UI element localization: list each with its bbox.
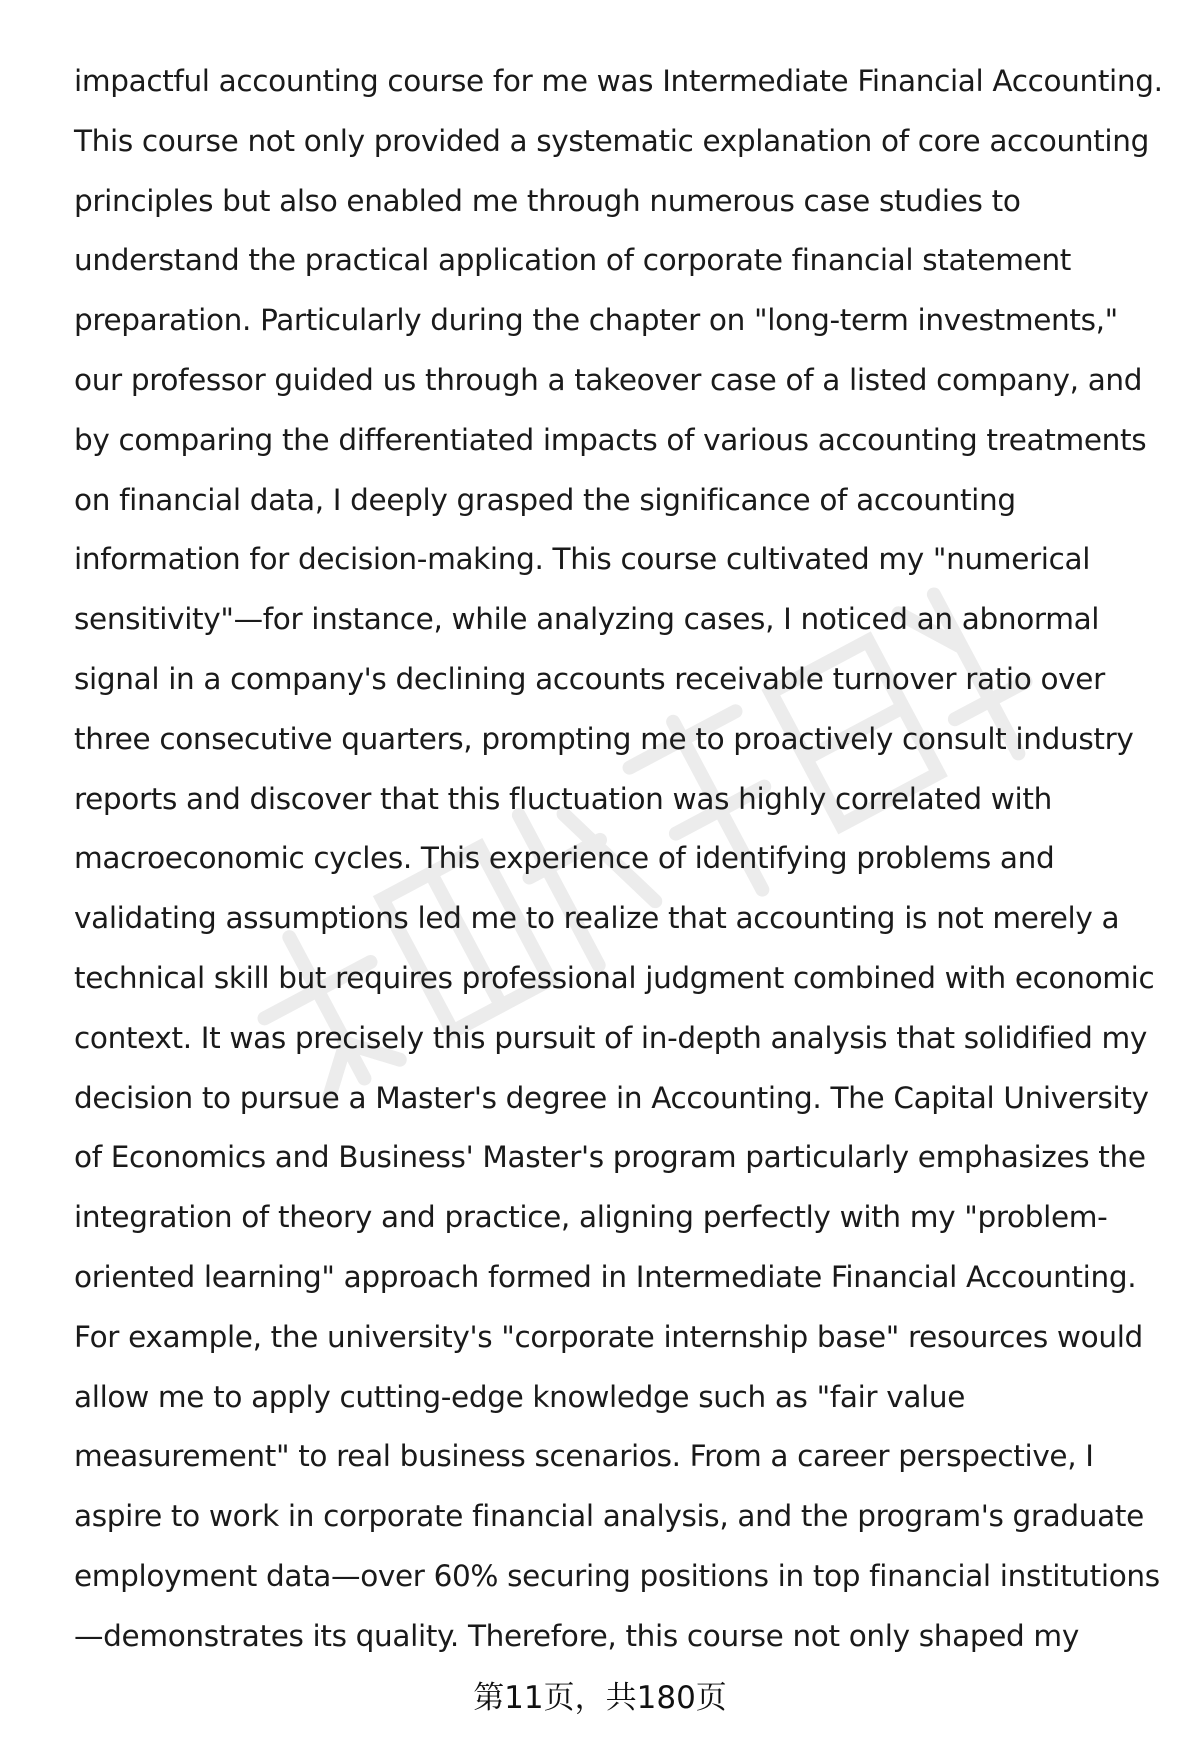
text-line: principles but also enabled me through numerous case studies to	[74, 183, 1021, 218]
text-line: decision to pursue a Master's degree in Accounting. The Capital University	[74, 1080, 1149, 1115]
text-line: employment data—over 60% securing positions in top financial institutions	[74, 1558, 1160, 1593]
text-line: validating assumptions led me to realize that accounting is not merely a	[74, 901, 1120, 936]
text-line: sensitivity"—for instance, while analyzing cases, I noticed an abnormal	[74, 602, 1100, 637]
text-line: aspire to work in corporate financial analysis, and the program's graduate	[74, 1499, 1144, 1534]
text-line: context. It was precisely this pursuit of in-depth analysis that solidified my	[74, 1020, 1147, 1055]
text-line: three consecutive quarters, prompting me to proactively consult industry	[74, 721, 1134, 756]
text-line: of Economics and Business' Master's program particularly emphasizes the	[74, 1140, 1146, 1175]
body-text	[74, 52, 1163, 1667]
text-line: our professor guided us through a takeover case of a listed company, and	[74, 362, 1143, 397]
text-line: —demonstrates its quality. Therefore, this course not only shaped my	[74, 1618, 1079, 1653]
text-line: understand the practical application of corporate financial statement	[74, 243, 1072, 278]
text-line: measurement" to real business scenarios. From a career perspective, I	[74, 1439, 1094, 1474]
text-line: signal in a company's declining accounts receivable turnover ratio over	[74, 661, 1105, 696]
text-line: technical skill but requires professional judgment combined with economic	[74, 960, 1155, 995]
text-line: reports and discover that this fluctuation was highly correlated with	[74, 781, 1052, 816]
text-line: allow me to apply cutting-edge knowledge such as "fair value	[74, 1379, 966, 1414]
text-line: This course not only provided a systematic explanation of core accounting	[74, 123, 1149, 158]
text-line: preparation. Particularly during the chapter on "long-term investments,"	[74, 303, 1118, 338]
page-number-footer: 第11页，共180页	[473, 1680, 727, 1716]
text-line: integration of theory and practice, aligning perfectly with my "problem-	[74, 1200, 1108, 1235]
text-line: macroeconomic cycles. This experience of identifying problems and	[74, 841, 1055, 876]
text-line: For example, the university's "corporate internship base" resources would	[74, 1319, 1143, 1354]
text-line: information for decision-making. This course cultivated my "numerical	[74, 542, 1091, 577]
text-line: by comparing the differentiated impacts of various accounting treatments	[74, 422, 1147, 457]
text-line: oriented learning" approach formed in Intermediate Financial Accounting.	[74, 1259, 1137, 1294]
text-line: impactful accounting course for me was Intermediate Financial Accounting.	[74, 64, 1163, 98]
text-line: on financial data, I deeply grasped the significance of accounting	[74, 482, 1016, 517]
